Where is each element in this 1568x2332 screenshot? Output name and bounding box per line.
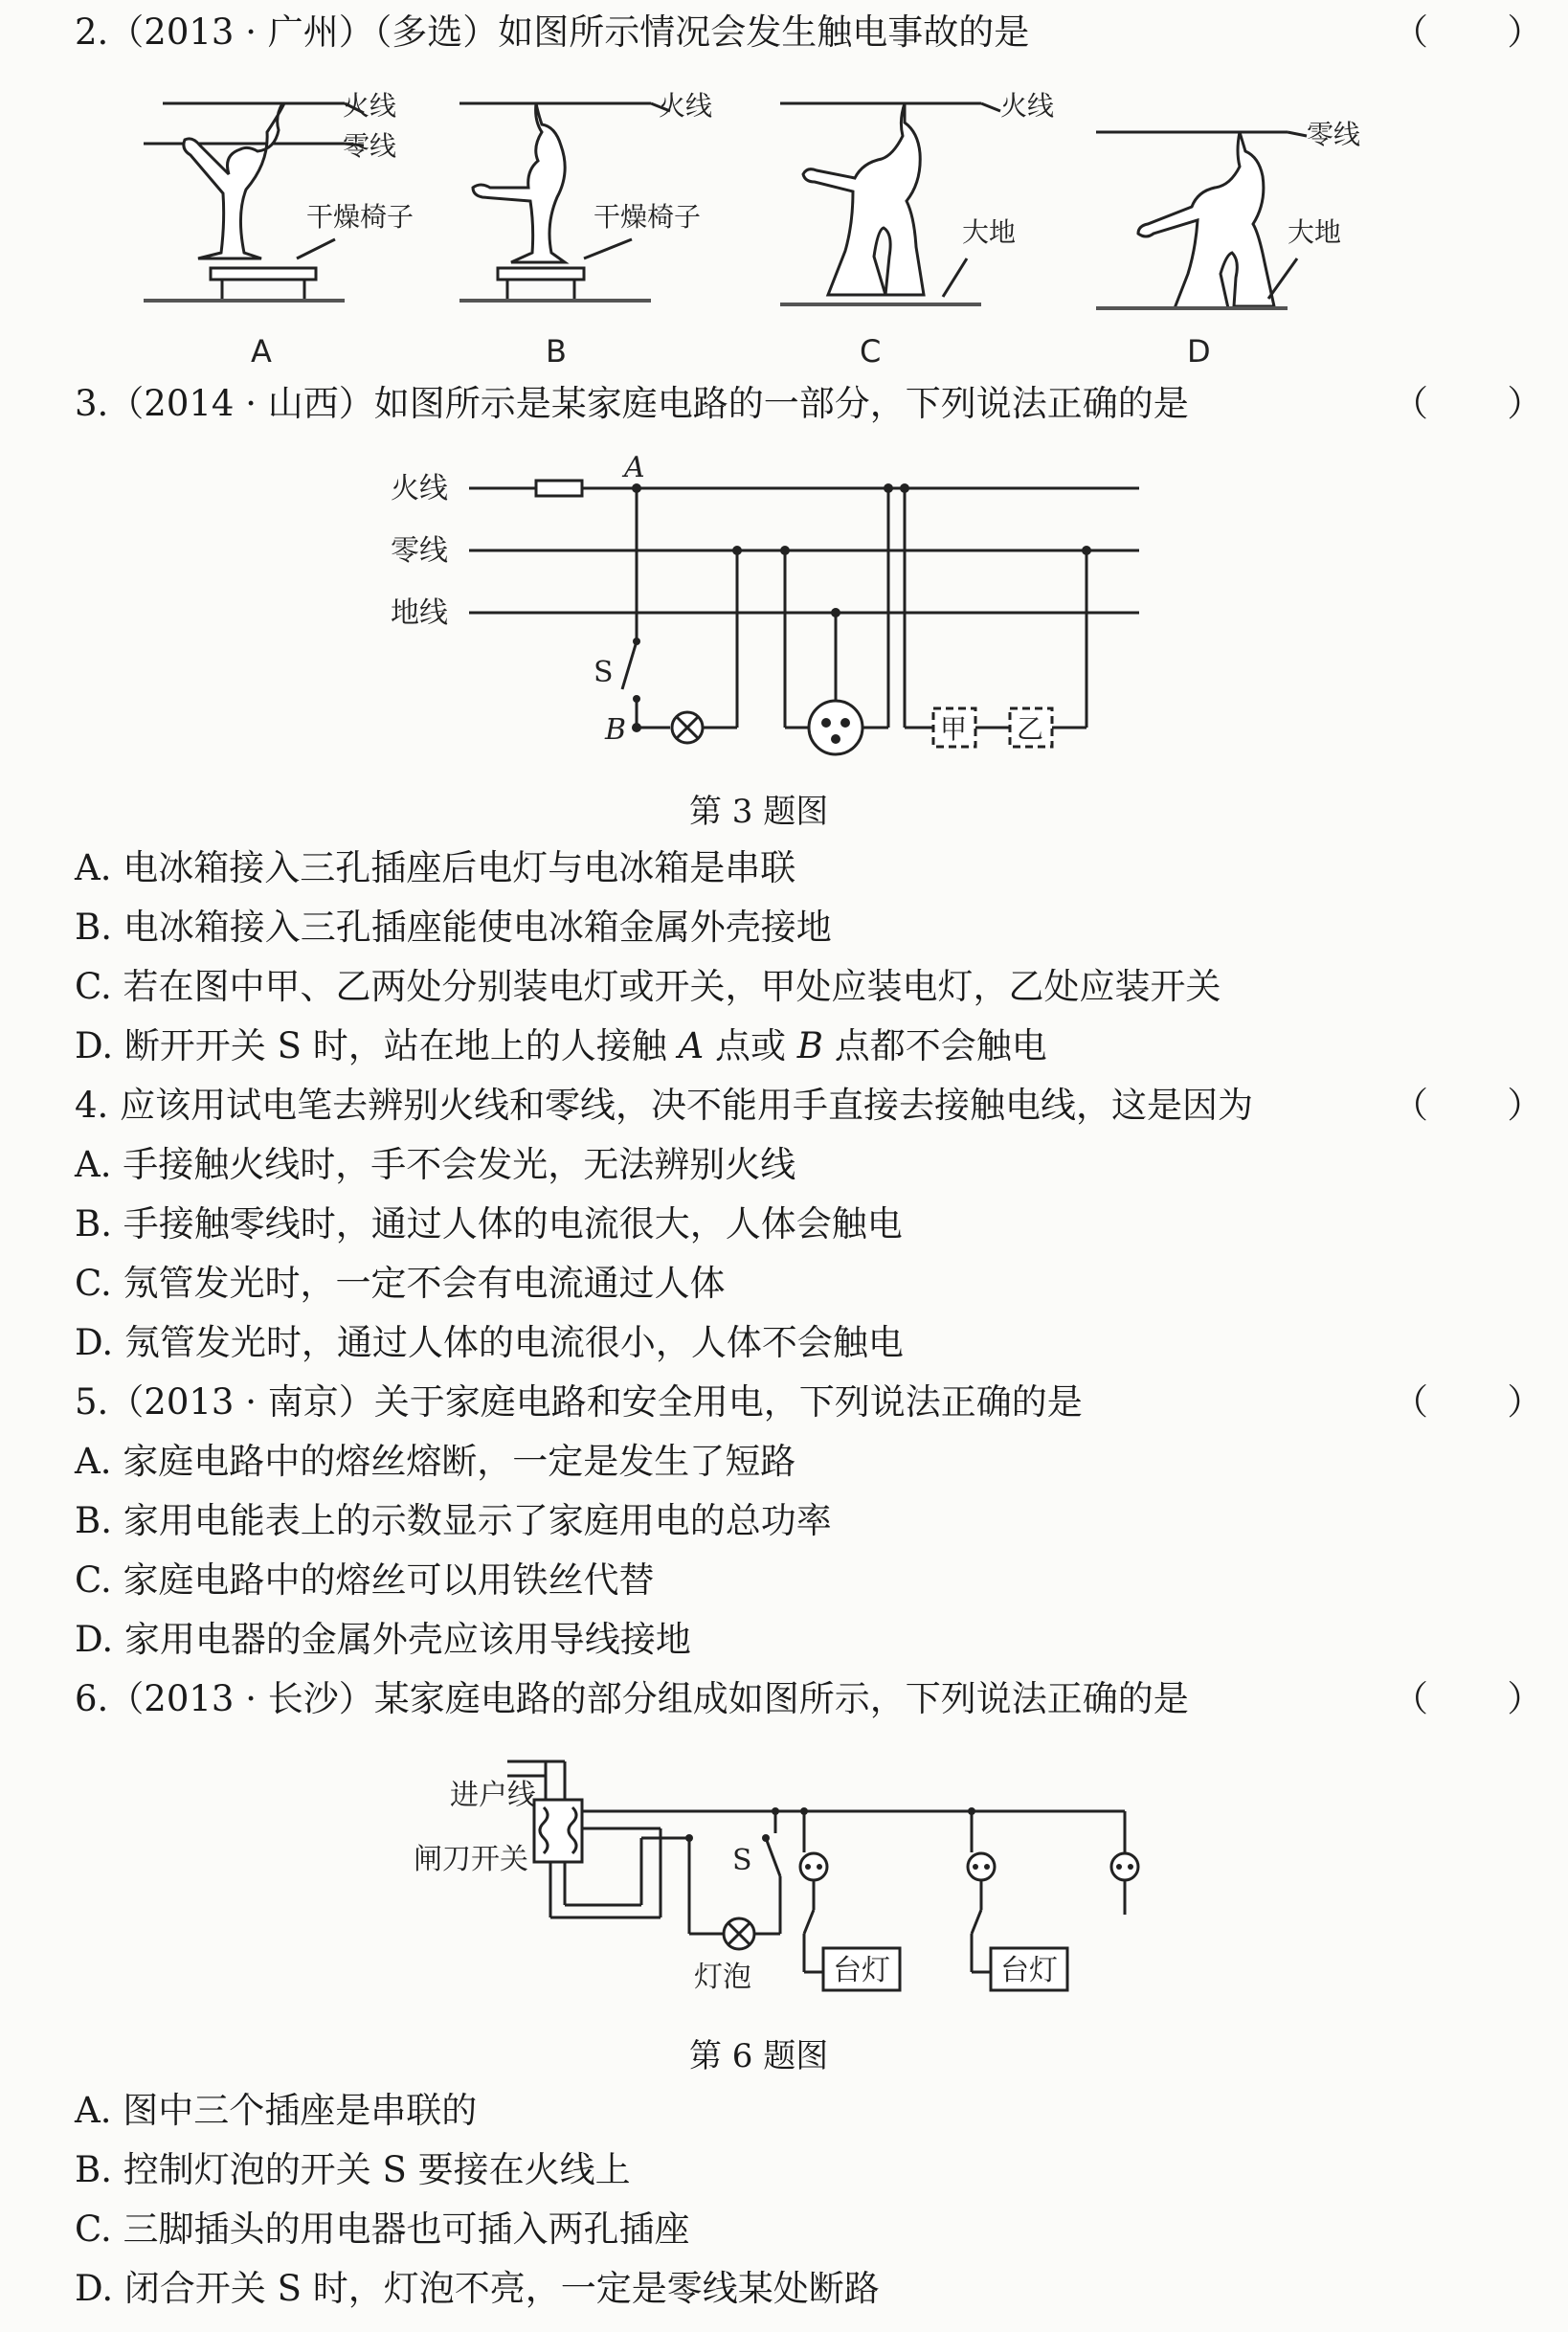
q3-option-c: C. 若在图中甲、乙两处分别装电灯或开关，甲处应装电灯，乙处应装开关 xyxy=(75,966,1221,1007)
q2-figure-d xyxy=(1096,132,1307,308)
q3-option-b: B. 电冰箱接入三孔插座能使电冰箱金属外壳接地 xyxy=(75,907,832,948)
q2-answer-paren: （ ） xyxy=(1393,11,1543,53)
q6-bulb-label: 灯泡 xyxy=(694,1961,751,1994)
q2-d-neutral-label: 零线 xyxy=(1307,119,1361,150)
q3-point-b-label: B xyxy=(605,713,627,747)
q5-stem: 5.（2013 · 南京）关于家庭电路和安全用电，下列说法正确的是 xyxy=(75,1381,1083,1423)
q5-option-d: D. 家用电器的金属外壳应该用导线接地 xyxy=(75,1619,691,1660)
q3-answer-paren: （ ） xyxy=(1393,383,1543,424)
q4-answer-paren: （ ） xyxy=(1393,1085,1543,1126)
q5-answer-paren: （ ） xyxy=(1393,1381,1543,1423)
q4-option-d: D. 氖管发光时，通过人体的电流很小，人体不会触电 xyxy=(75,1322,904,1363)
q6-stem: 6.（2013 · 长沙）某家庭电路的部分组成如图所示，下列说法正确的是 xyxy=(75,1678,1189,1719)
q5-option-c: C. 家庭电路中的熔丝可以用铁丝代替 xyxy=(75,1559,655,1601)
q4-stem: 4. 应该用试电笔去辨别火线和零线，决不能用手直接去接触电线，这是因为 xyxy=(75,1085,1254,1126)
q2-b-live-label: 火线 xyxy=(659,90,713,122)
q4-option-a: A. 手接触火线时，手不会发光，无法辨别火线 xyxy=(75,1144,796,1185)
q2-figure xyxy=(144,77,1369,373)
q2-option-b-label: B xyxy=(546,333,567,370)
q2-a-neutral-label: 零线 xyxy=(343,130,397,162)
q2-d-earth-label: 大地 xyxy=(1288,216,1342,248)
q3-circuit-diagram xyxy=(383,450,1168,766)
q6-lamp-2-label: 台灯 xyxy=(1000,1954,1058,1987)
q2-option-c-label: C xyxy=(860,333,882,370)
q2-figure-c xyxy=(780,103,1000,304)
q6-figure-caption: 第 6 题图 xyxy=(689,2037,829,2075)
q6-option-a: A. 图中三个插座是串联的 xyxy=(75,2090,478,2131)
q4-option-c: C. 氖管发光时，一定不会有电流通过人体 xyxy=(75,1263,726,1304)
q3-point-a-label: A xyxy=(624,451,645,484)
q5-option-b: B. 家用电能表上的示数显示了家庭用电的总功率 xyxy=(75,1500,832,1541)
q6-option-b: B. 控制灯泡的开关 S 要接在火线上 xyxy=(75,2149,631,2190)
q6-circuit-diagram xyxy=(402,1742,1168,2001)
q3-box-yi-label: 乙 xyxy=(1017,713,1044,745)
q2-option-d-label: D xyxy=(1187,333,1211,370)
q6-lamp-1-label: 台灯 xyxy=(833,1954,890,1987)
q2-b-chair-label: 干燥椅子 xyxy=(594,201,702,233)
q3-option-d-point-b: B xyxy=(796,1025,823,1066)
q3-live-wire-label: 火线 xyxy=(391,472,448,505)
q2-option-a-label: A xyxy=(251,333,272,370)
q6-answer-paren: （ ） xyxy=(1393,1678,1543,1719)
q3-option-d-text-3: 点都不会触电 xyxy=(822,1025,1047,1066)
q6-knife-switch-label: 闸刀开关 xyxy=(414,1843,528,1876)
q3-stem: 3.（2014 · 山西）如图所示是某家庭电路的一部分，下列说法正确的是 xyxy=(75,383,1189,424)
q5-option-a: A. 家庭电路中的熔丝熔断，一定是发生了短路 xyxy=(75,1441,796,1482)
q3-ground-wire-label: 地线 xyxy=(391,596,448,630)
q3-neutral-wire-label: 零线 xyxy=(391,534,448,568)
q4-option-b: B. 手接触零线时，通过人体的电流很大，人体会触电 xyxy=(75,1203,903,1244)
q3-option-d-text-1: D. 断开开关 S 时，站在地上的人接触 xyxy=(75,1025,679,1066)
q2-stem: 2.（2013 · 广州）（多选）如图所示情况会发生触电事故的是 xyxy=(75,11,1030,53)
q3-box-jia-label: 甲 xyxy=(940,713,968,745)
q2-c-live-label: 火线 xyxy=(1000,90,1055,122)
q6-option-d: D. 闭合开关 S 时，灯泡不亮，一定是零线某处断路 xyxy=(75,2268,880,2309)
q3-option-d-text-2: 点或 xyxy=(704,1025,797,1066)
q6-option-c: C. 三脚插头的用电器也可插入两孔插座 xyxy=(75,2209,690,2250)
q6-switch-label: S xyxy=(732,1844,752,1877)
q6-incoming-line-label: 进户线 xyxy=(450,1779,536,1812)
q3-figure-caption: 第 3 题图 xyxy=(689,793,829,831)
q3-option-a: A. 电冰箱接入三孔插座后电灯与电冰箱是串联 xyxy=(75,847,796,888)
q3-option-d xyxy=(75,1025,1047,1067)
q2-c-earth-label: 大地 xyxy=(962,216,1017,248)
q2-a-chair-label: 干燥椅子 xyxy=(306,201,414,233)
q3-option-d-point-a: A xyxy=(678,1025,705,1066)
q2-a-live-label: 火线 xyxy=(343,90,397,122)
q3-switch-label: S xyxy=(594,656,614,689)
